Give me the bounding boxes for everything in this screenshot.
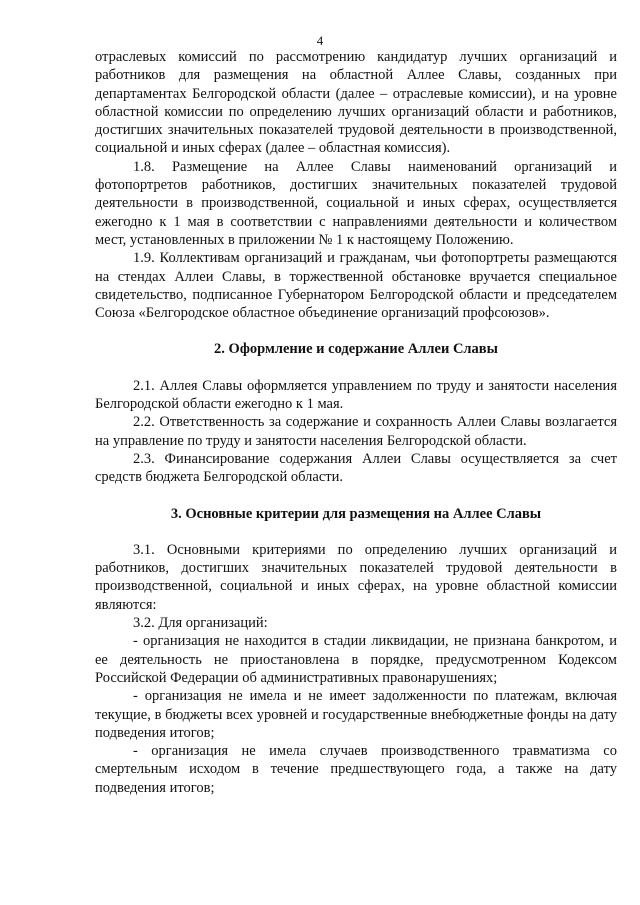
paragraph-1-9: 1.9. Коллективам организаций и гражданам, чьи фотопортреты размещаются на стендах Аллеи Славы, в торжественной обстановке вручается специальное свидетельство, подписанное Губернатором Белгородской области и председателем Союза «Белгородское областное объединение организаций профсоюзов». (95, 250, 617, 322)
paragraph-intro-continuation: отраслевых комиссий по рассмотрению кандидатур лучших организаций и работников для размещения на областной Аллее Славы, созданных при департаментах Белгородской области (далее – отраслевые комиссии), и на уровне областной комиссии по определению лучших организаций области и работников, достигших значительных показателей трудовой деятельности в производственной, социальной и иных сферах (далее – областная комиссия). (95, 49, 617, 157)
section-3-heading: 3. Основные критерии для размещения на Аллее Славы (170, 505, 542, 522)
bullet-item: - организация не находится в стадии ликвидации, не признана банкротом, и ее деятельность не приостановлена в порядке, предусмотренном Кодексом Российской Федерации об административных правонарушениях; (95, 633, 617, 686)
paragraph-1-8: 1.8. Размещение на Аллее Славы наименований организаций и фотопортретов работников, достигших значительных показателей трудовой деятельности в производственной, социальной и иных сферах, осуществляется ежегодно к 1 мая в соответствии с направлениями деятельности и количеством мест, установленных в приложении № 1 к настоящему Положению. (95, 158, 617, 248)
paragraph-3-2: 3.2. Для организаций: (133, 615, 268, 632)
bullet-item: - организация не имела и не имеет задолженности по платежам, включая текущие, в бюджеты всех уровней и государственные внебюджетные фонды на дату подведения итогов; (95, 688, 617, 741)
bullet-item: - организация не имела случаев производственного травматизма со смертельным исходом в течение предшествующего года, а также на дату подведения итогов; (95, 743, 617, 796)
paragraph-3-1: 3.1. Основными критериями по определению лучших организаций и работников, достигших значительных показателей трудовой деятельности в производственной, социальной и иных сферах, на уровне областной комиссии являются: (95, 541, 617, 613)
section-2-heading: 2. Оформление и содержание Аллеи Славы (214, 341, 498, 358)
paragraph-2-1: 2.1. Аллея Славы оформляется управлением по труду и занятости населения Белгородской области ежегодно к 1 мая. (95, 377, 617, 413)
paragraph-2-3: 2.3. Финансирование содержания Аллеи Славы осуществляется за счет средств бюджета Белгородской области. (95, 450, 617, 486)
page-number: 4 (316, 33, 324, 48)
document-body (95, 48, 617, 797)
paragraph-2-2: 2.2. Ответственность за содержание и сохранность Аллеи Славы возлагается на управление по труду и занятости населения Белгородской области. (95, 414, 617, 449)
